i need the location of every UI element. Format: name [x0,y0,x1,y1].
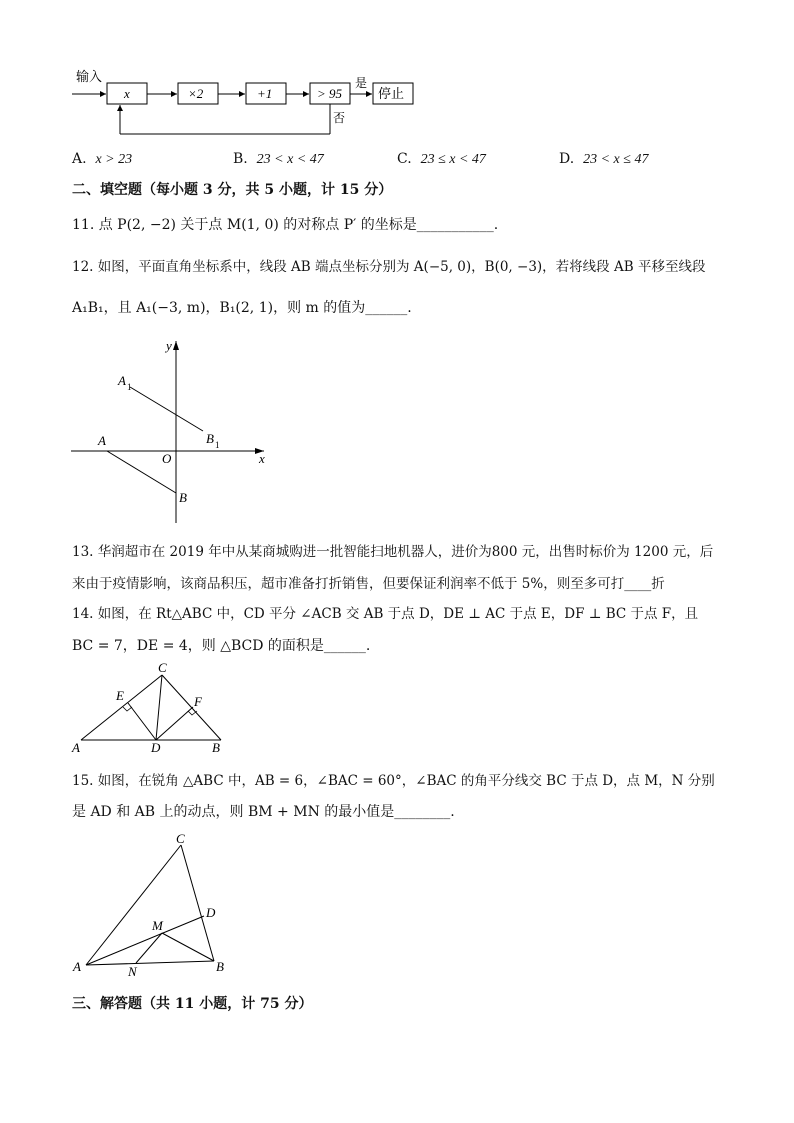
point-a-label: A [98,433,106,448]
option-c-letter: C. [397,151,412,167]
question-12-line1: 12. 如图，平面直角坐标系中，线段 AB 端点坐标分别为 A(−5, 0)，B(0, −3)，若将线段 AB 平移至线段 [72,259,706,275]
box-times2-label: ×2 [188,86,204,101]
point-a1-label: A [118,373,126,388]
question-14-line2: BC = 7，DE = 4，则 △BCD 的面积是______. [72,638,371,654]
label-e: E [116,688,124,703]
option-d[interactable] [559,151,648,168]
point-b-label: B [179,490,187,505]
question-14-line1: 14. 如图，在 Rt△ABC 中，CD 平分 ∠ACB 交 AB 于点 D，DE ⊥ AC 于点 E，DF ⊥ BC 于点 F，且 [72,606,699,622]
label-m: M [152,918,163,933]
question-11: 11. 点 P(2, −2) 关于点 M(1, 0) 的对称点 P′ 的坐标是___________. [72,217,499,233]
question-15-line2: 是 AD 和 AB 上的动点，则 BM + MN 的最小值是________. [72,804,455,820]
question-15-line1: 15. 如图，在锐角 △ABC 中，AB = 6，∠BAC = 60°，∠BAC 的角平分线交 BC 于点 D，点 M，N 分别 [72,773,715,789]
question-13-line2: 来由于疫情影响，该商品积压，超市准备打折销售，但要保证利润率不低于 5%，则至多可打____折 [72,576,665,592]
option-a-letter: A. [72,151,87,167]
label-c: C [158,660,167,675]
option-b-text: 23 < x < 47 [256,152,324,167]
side-ac [81,675,162,740]
figure-15-acute-triangle [66,828,241,978]
label-a: A [73,959,81,974]
label-c: C [176,831,185,846]
side-ab [86,961,214,965]
label-n: N [128,964,137,978]
flowchart-input-label: 输入 [76,70,103,85]
side-bc [162,675,221,740]
point-b1-label: B [206,431,214,446]
x-label: x [259,451,265,466]
box-x-label: x [124,86,130,101]
origin-label: O [162,451,172,466]
segment-a1b1 [130,387,203,431]
option-d-text: 23 < x ≤ 47 [583,152,649,167]
option-a[interactable] [72,151,132,168]
label-f: F [194,694,202,709]
section2-title: 二、填空题（每小题 3 分，共 5 小题，计 15 分） [72,182,393,198]
segment-cd [156,675,162,740]
option-a-text: x > 23 [95,152,133,167]
yes-label: 是 [355,76,368,90]
label-a: A [72,740,80,755]
box-plus1-label: +1 [257,86,273,101]
label-b: B [212,740,220,755]
figure-12-coordinate-plane [66,335,276,527]
figure-14-triangle [66,660,236,756]
option-d-letter: D. [559,151,575,167]
point-a1-sub: 1 [127,382,132,392]
section3-title: 三、解答题（共 11 小题，计 75 分） [72,996,313,1012]
label-d: D [151,740,161,755]
option-c-text: 23 ≤ x < 47 [420,152,486,167]
point-b1-sub: 1 [215,440,220,450]
box-cond-label: > 95 [317,86,343,101]
label-b: B [216,959,224,974]
segment-df [156,707,193,740]
label-d: D [206,905,216,920]
side-ac [86,845,181,965]
y-label: y [166,338,172,353]
flowchart [70,64,430,136]
question-12-line2: A₁B₁，且 A₁(−3, m)，B₁(2, 1)，则 m 的值为______. [72,300,412,316]
option-b[interactable] [233,151,324,168]
option-b-letter: B. [233,151,248,167]
segment-de [128,703,156,740]
side-bc [181,845,214,961]
stop-label: 停止 [378,87,405,102]
segment-mn [136,933,162,963]
segment-bm [162,933,214,961]
bisector-ad [86,916,204,965]
question-13-line1: 13. 华润超市在 2019 年中从某商城购进一批智能扫地机器人，进价为800 元，出售时标价为 1200 元，后 [72,544,714,560]
option-c[interactable] [397,151,486,168]
no-label: 否 [333,111,346,125]
